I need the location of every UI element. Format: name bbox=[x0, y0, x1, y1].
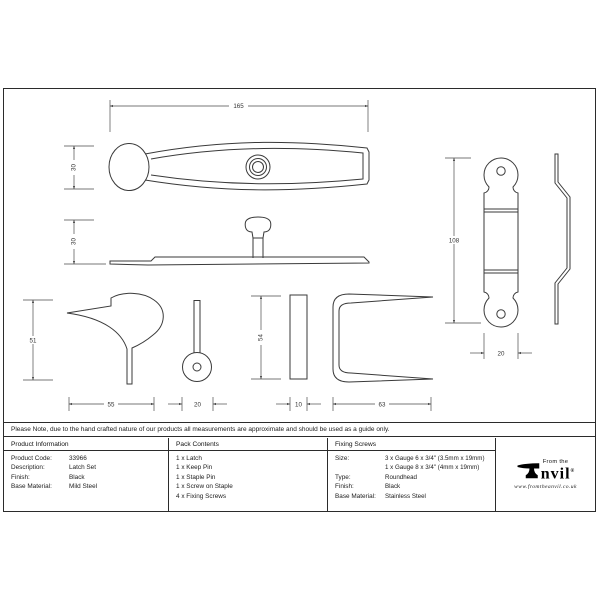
fixing-screws-column bbox=[328, 438, 496, 511]
table-row bbox=[11, 454, 168, 463]
fixing-screws-header: Fixing Screws bbox=[328, 438, 495, 451]
dim-30-handle bbox=[64, 146, 94, 189]
table-row bbox=[11, 463, 168, 472]
drawing-sheet bbox=[3, 88, 596, 512]
dim-20-plate-label: 20 bbox=[497, 350, 505, 358]
table-row bbox=[335, 454, 495, 463]
row-label: Description: bbox=[11, 464, 45, 472]
registered-mark: ® bbox=[570, 469, 576, 475]
dim-63-label: 63 bbox=[378, 401, 386, 409]
row-value: Latch Set bbox=[69, 464, 97, 472]
keep-plate-view bbox=[484, 158, 518, 327]
note-bar: Please Note, due to the hand crafted nature of our products all measurements are approximate and should be used as a guide only. bbox=[4, 422, 595, 437]
logo-tagline: From the bbox=[542, 459, 569, 466]
table-row bbox=[335, 482, 495, 491]
from-the-anvil-logo bbox=[514, 459, 577, 489]
product-information-column bbox=[4, 438, 169, 511]
dim-30-handle-label: 30 bbox=[70, 164, 78, 171]
keep-hook-view bbox=[67, 293, 163, 384]
keep-pin-knob bbox=[245, 217, 271, 238]
dim-165-label: 165 bbox=[233, 103, 244, 110]
dim-108-label: 108 bbox=[448, 237, 460, 245]
list-item: 1 x Screw on Staple bbox=[176, 483, 233, 491]
pack-contents-column bbox=[169, 438, 328, 511]
brand-name-rest: nvil bbox=[540, 465, 571, 483]
row-value: Roundhead bbox=[385, 473, 417, 481]
row-value: 3 x Gauge 6 x 3/4" (3.5mm x 19mm) bbox=[385, 455, 485, 462]
pin-disc-view bbox=[183, 301, 212, 382]
spec-table bbox=[4, 438, 595, 511]
table-row bbox=[11, 482, 168, 491]
keep-plate-profile-view bbox=[555, 154, 570, 324]
row-value: Mild Steel bbox=[69, 483, 98, 491]
technical-drawing bbox=[4, 89, 595, 422]
list-item: 1 x Staple Pin bbox=[176, 473, 216, 481]
row-label: Base Material: bbox=[335, 492, 376, 500]
staple-view bbox=[333, 294, 433, 382]
row-label: Finish: bbox=[11, 473, 30, 481]
dim-54 bbox=[251, 296, 281, 379]
row-value: Black bbox=[69, 473, 85, 481]
pack-contents-header: Pack Contents bbox=[169, 438, 327, 451]
latch-front-view bbox=[109, 142, 369, 190]
table-row bbox=[335, 473, 495, 482]
row-label: Product Code: bbox=[11, 455, 52, 462]
brand-name bbox=[541, 465, 576, 481]
pin-disc-hole bbox=[193, 363, 201, 371]
dim-54-label: 54 bbox=[257, 334, 265, 341]
product-information-header: Product Information bbox=[4, 438, 168, 451]
table-row bbox=[335, 492, 495, 501]
row-label: Type: bbox=[335, 473, 351, 481]
anvil-icon bbox=[516, 461, 540, 482]
row-value: Stainless Steel bbox=[385, 492, 426, 500]
dim-55-label: 55 bbox=[107, 401, 115, 409]
pin-disc bbox=[183, 353, 212, 382]
handle-arm-outline bbox=[145, 142, 369, 190]
row-label: Finish: bbox=[335, 483, 354, 491]
latch-side-view bbox=[110, 217, 369, 265]
logo-website: www.fromtheanvil.co.uk bbox=[514, 483, 577, 490]
row-label bbox=[335, 463, 385, 472]
latch-bar bbox=[110, 257, 369, 265]
row-value: 33966 bbox=[69, 455, 87, 462]
table-row bbox=[11, 473, 168, 482]
dim-10-label: 10 bbox=[295, 401, 302, 409]
table-row bbox=[335, 463, 495, 472]
dim-30-bar-label: 30 bbox=[70, 238, 78, 245]
row-label: Base Material: bbox=[11, 483, 52, 491]
list-item: 4 x Fixing Screws bbox=[176, 492, 227, 500]
dim-51-label: 51 bbox=[29, 337, 37, 345]
plate-hole-top bbox=[497, 167, 505, 175]
list-item: 1 x Keep Pin bbox=[176, 464, 213, 472]
keep-plate-outline bbox=[484, 158, 518, 327]
row-label: Size: bbox=[335, 455, 350, 462]
dim-20-pin-label: 20 bbox=[194, 401, 201, 409]
plate-hole-bottom bbox=[497, 310, 505, 318]
brand-cell bbox=[496, 438, 595, 511]
handle-knob bbox=[109, 144, 149, 191]
pin-stem bbox=[194, 301, 200, 354]
row-value: Black bbox=[385, 483, 401, 491]
row-value: 1 x Gauge 8 x 3/4" (4mm x 19mm) bbox=[385, 464, 480, 472]
handle-boss-hole bbox=[253, 162, 264, 173]
staple-pin-view bbox=[290, 295, 307, 379]
list-item: 1 x Latch bbox=[176, 455, 202, 462]
